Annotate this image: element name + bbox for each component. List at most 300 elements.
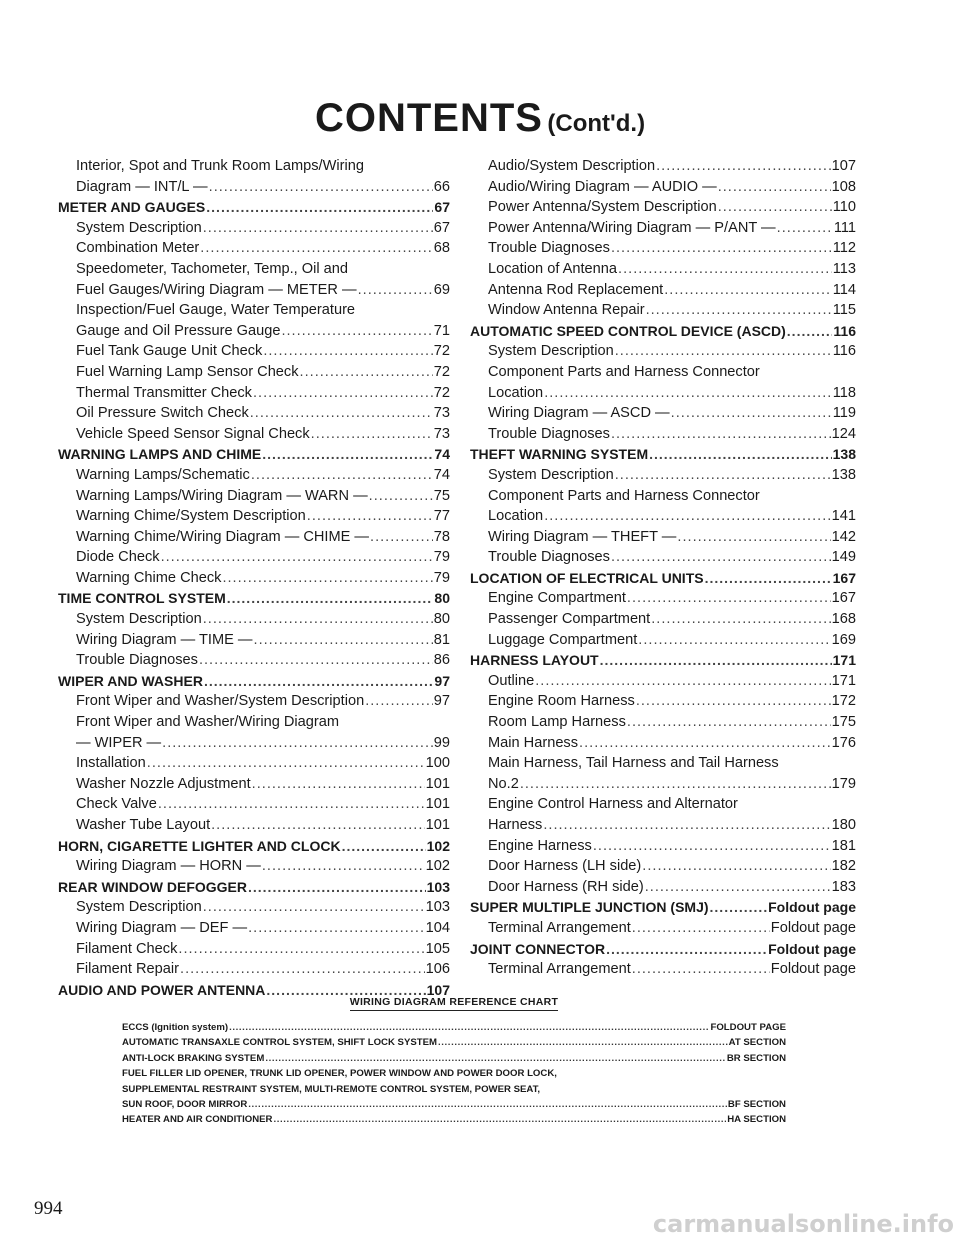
toc-page-ref: 167: [831, 590, 856, 607]
toc-page-ref: 69: [433, 281, 450, 298]
toc-page-ref: 114: [832, 281, 856, 298]
dot-leader: [636, 691, 831, 712]
toc-page-ref: Foldout page: [770, 919, 856, 936]
toc-section-heading: [58, 197, 450, 218]
toc-entry: [58, 691, 450, 712]
watermark: carmanualsonline.info: [652, 1210, 954, 1238]
toc-entry-row: [488, 177, 856, 198]
dot-leader: [645, 877, 831, 898]
toc-entry-row: [76, 218, 450, 239]
toc-page-ref: 79: [433, 549, 450, 566]
reference-chart-row: [122, 1112, 786, 1127]
toc-entry-row: [58, 197, 450, 218]
toc-page-ref: 102: [426, 837, 450, 854]
toc-entry-row: [122, 1020, 786, 1035]
toc-entry-title: HARNESS LAYOUT: [470, 652, 599, 669]
toc-entry-row: [488, 712, 856, 733]
toc-entry-title-line: Interior, Spot and Trunk Room Lamps/Wiring: [76, 158, 364, 174]
toc-page-ref: 78: [433, 528, 450, 545]
toc-entry-title: Gauge and Oil Pressure Gauge: [76, 322, 281, 339]
toc-entry-row: [470, 897, 856, 918]
toc-entry: [58, 218, 450, 239]
toc-page-ref: 72: [433, 384, 450, 401]
toc-entry: [470, 753, 856, 794]
toc-page-ref: 101: [425, 775, 450, 792]
toc-entry-row: [488, 424, 856, 445]
dot-leader: [300, 362, 433, 383]
dot-leader: [618, 259, 832, 280]
toc-entry-title: Trouble Diagnoses: [488, 549, 610, 566]
toc-entry: [58, 815, 450, 836]
toc-entry: [470, 259, 856, 280]
toc-entry: [58, 650, 450, 671]
toc-entry-row: [470, 321, 856, 342]
dot-leader: [342, 836, 426, 857]
toc-page-ref: 119: [832, 405, 856, 422]
toc-entry-row: [76, 774, 450, 795]
dot-leader: [209, 177, 433, 198]
toc-entry-title: System Description: [76, 219, 202, 236]
toc-entry: [470, 794, 856, 835]
dot-leader: [281, 321, 432, 342]
toc-entry: [470, 588, 856, 609]
toc-section-heading: [58, 671, 450, 692]
toc-entry-title: No.2: [488, 775, 519, 792]
toc-page-ref: 124: [831, 425, 856, 442]
toc-entry-title: Vehicle Speed Sensor Signal Check: [76, 425, 310, 442]
toc-entry-title: Filament Check: [76, 940, 178, 957]
toc-page-ref: 74: [433, 466, 450, 483]
toc-entry-title: SUPER MULTIPLE JUNCTION (SMJ): [470, 899, 709, 916]
contents-subtitle: (Cont'd.): [547, 110, 646, 137]
toc-page-ref: Foldout page: [768, 899, 856, 916]
toc-entry-row: [488, 774, 856, 795]
dot-leader: [656, 156, 831, 177]
toc-entry: [58, 424, 450, 445]
toc-page-ref: 107: [831, 158, 856, 174]
toc-entry-title: Trouble Diagnoses: [488, 240, 610, 257]
dot-leader: [178, 939, 424, 960]
dot-leader: [606, 939, 767, 960]
dot-leader: [593, 836, 831, 857]
toc-entry-title: Window Antenna Repair: [488, 302, 645, 319]
toc-page-ref: 67: [434, 199, 450, 216]
toc-page-ref: 180: [831, 817, 856, 833]
toc-page-ref: 169: [831, 631, 856, 648]
toc-entry: [58, 609, 450, 630]
dot-leader: [627, 588, 831, 609]
toc-entry-row: [76, 918, 450, 939]
reference-chart-row: [122, 1020, 786, 1035]
toc-entry-row: [76, 280, 450, 301]
toc-page-ref: 110: [832, 199, 856, 216]
dot-leader: [543, 815, 830, 836]
dot-leader: [664, 280, 831, 301]
toc-entry-row: [76, 486, 450, 507]
toc-entry-title: METER AND GAUGES: [58, 199, 206, 216]
toc-page-ref: 72: [433, 363, 450, 380]
toc-entry-title: TIME CONTROL SYSTEM: [58, 590, 226, 607]
toc-entry-row: [76, 794, 450, 815]
toc-page-ref: 67: [433, 219, 450, 236]
toc-page-ref: 66: [433, 178, 450, 195]
toc-entry: [470, 856, 856, 877]
toc-entry-title: Front Wiper and Washer/System Description: [76, 693, 365, 710]
toc-entry-row: [76, 733, 450, 754]
toc-entry-title: Warning Lamps/Schematic: [76, 466, 250, 483]
toc-page-ref: BF SECTION: [727, 1099, 786, 1111]
dot-leader: [611, 238, 832, 259]
toc-entry: [58, 465, 450, 486]
toc-entry-title: Diode Check: [76, 549, 160, 566]
toc-entry-title: JOINT CONNECTOR: [470, 940, 606, 957]
toc-entry-title: Room Lamp Harness: [488, 714, 626, 731]
toc-entry-title: Door Harness (RH side): [488, 878, 644, 895]
toc-entry: [470, 424, 856, 445]
toc-entry: [470, 671, 856, 692]
dot-leader: [161, 547, 433, 568]
dot-leader: [718, 197, 832, 218]
toc-entry-title: Fuel Warning Lamp Sensor Check: [76, 363, 299, 380]
toc-page-ref: 108: [831, 178, 856, 195]
toc-page-ref: BR SECTION: [726, 1052, 786, 1064]
toc-entry: [470, 465, 856, 486]
toc-entry: [470, 691, 856, 712]
toc-entry-title: Main Harness: [488, 734, 579, 751]
dot-leader: [535, 671, 830, 692]
toc-entry-title: System Description: [76, 611, 202, 628]
toc-entry-title: Filament Repair: [76, 961, 180, 978]
dot-leader: [251, 465, 433, 486]
dot-leader: [370, 527, 433, 548]
toc-entry-row: [58, 671, 450, 692]
toc-entry-row: [122, 1097, 786, 1112]
toc-entry-row: [76, 959, 450, 980]
toc-entry-title: Luggage Compartment: [488, 631, 638, 648]
dot-leader: [147, 753, 425, 774]
toc-entry: [470, 238, 856, 259]
toc-entry: [58, 568, 450, 589]
dot-leader: [369, 486, 433, 507]
reference-chart-row: [122, 1035, 786, 1050]
toc-page-ref: 80: [433, 611, 450, 628]
toc-entry: [470, 918, 856, 939]
toc-page-ref: 104: [425, 919, 450, 936]
toc-entry: [58, 238, 450, 259]
toc-page-ref: 183: [831, 878, 856, 895]
toc-section-heading: [470, 897, 856, 918]
toc-entry-row: [488, 959, 856, 980]
toc-entry-row: [76, 506, 450, 527]
toc-section-heading: [58, 877, 450, 898]
toc-page-ref: 115: [832, 302, 856, 319]
toc-entry-row: [76, 238, 450, 259]
dot-leader: [311, 424, 433, 445]
toc-entry-title: Combination Meter: [76, 240, 200, 257]
toc-entry-title: Audio/Wiring Diagram — AUDIO —: [488, 178, 717, 195]
toc-entry: [58, 527, 450, 548]
toc-page-ref: Foldout page: [770, 961, 856, 978]
toc-entry-row: [488, 691, 856, 712]
dot-leader: [203, 897, 425, 918]
toc-page-ref: 81: [433, 631, 450, 648]
toc-entry-row: [488, 383, 856, 404]
toc-entry-title: Location: [488, 508, 544, 525]
toc-entry: [470, 197, 856, 218]
toc-entry-title: Diagram — INT/L —: [76, 178, 208, 195]
dot-leader: [705, 568, 832, 589]
toc-entry: [58, 712, 450, 753]
dot-leader: [632, 959, 770, 980]
dot-leader: [632, 918, 770, 939]
toc-entry-title-line: Main Harness, Tail Harness and Tail Harness: [488, 755, 779, 772]
dot-leader: [206, 197, 433, 218]
toc-page-ref: 75: [433, 487, 450, 504]
toc-entry: [58, 259, 450, 300]
toc-entry-row: [488, 238, 856, 259]
toc-page-ref: 149: [831, 549, 856, 566]
toc-entry: [58, 547, 450, 568]
dot-leader: [671, 403, 832, 424]
toc-entry-title: Power Antenna/System Description: [488, 199, 717, 216]
toc-entry-row: [76, 403, 450, 424]
dot-leader: [611, 424, 831, 445]
toc-entry-title: Warning Chime/System Description: [76, 508, 306, 525]
dot-leader: [718, 177, 831, 198]
toc-entry-title: WARNING LAMPS AND CHIME: [58, 446, 262, 463]
toc-page-ref: 77: [433, 508, 450, 525]
toc-entry: [470, 547, 856, 568]
toc-entry-row: [76, 609, 450, 630]
toc-entry: [58, 939, 450, 960]
toc-entry: [58, 362, 450, 383]
toc-section-heading: [470, 568, 856, 589]
toc-entry: [58, 959, 450, 980]
dot-leader: [211, 815, 425, 836]
toc-entry: [58, 156, 450, 197]
toc-entry: [58, 383, 450, 404]
toc-entry-title: Engine Compartment: [488, 590, 626, 607]
toc-entry: [470, 836, 856, 857]
toc-entry-row: [488, 341, 856, 362]
toc-page-ref: 99: [433, 734, 450, 751]
toc-entry-row: [76, 568, 450, 589]
toc-entry-row: [58, 444, 450, 465]
toc-entry-row: [122, 1035, 786, 1050]
toc-page-ref: 72: [433, 343, 450, 360]
toc-entry-title: Terminal Arrangement: [488, 919, 631, 936]
toc-entry-title: HEATER AND AIR CONDITIONER: [122, 1114, 273, 1126]
toc-entry-title: Door Harness (LH side): [488, 858, 642, 875]
toc-entry-title: Washer Nozzle Adjustment: [76, 775, 251, 792]
dot-leader: [263, 341, 432, 362]
toc-entry-title: Wiring Diagram — TIME —: [76, 631, 253, 648]
toc-page-ref: 175: [831, 714, 856, 731]
toc-entry: [470, 280, 856, 301]
toc-entry-title: WIPER AND WASHER: [58, 672, 203, 689]
toc-entry-title: Engine Harness: [488, 837, 592, 854]
toc-page-ref: 179: [831, 775, 856, 792]
toc-entry-row: [470, 568, 856, 589]
toc-entry-row: [488, 506, 856, 527]
toc-page-ref: HA SECTION: [727, 1114, 786, 1126]
toc-entry-title: Terminal Arrangement: [488, 961, 631, 978]
toc-entry-row: [58, 836, 450, 857]
toc-page-ref: 107: [426, 981, 450, 998]
dot-leader: [248, 918, 425, 939]
dot-leader: [273, 1112, 726, 1127]
dot-leader: [438, 1035, 728, 1050]
toc-page-ref: 167: [832, 569, 856, 586]
toc-page-ref: 100: [425, 755, 450, 772]
toc-section-heading: [470, 939, 856, 960]
toc-entry: [470, 630, 856, 651]
toc-page-ref: 73: [433, 425, 450, 442]
toc-entry-title-line: Front Wiper and Washer/Wiring Diagram: [76, 714, 340, 731]
dot-leader: [158, 794, 425, 815]
toc-entry-title: ECCS (Ignition system): [122, 1022, 229, 1033]
toc-entry: [58, 753, 450, 774]
toc-page-ref: 105: [425, 940, 450, 957]
toc-entry-row: [122, 1112, 786, 1127]
toc-entry-row: [76, 527, 450, 548]
dot-leader: [787, 321, 833, 342]
toc-entry: [470, 527, 856, 548]
toc-entry-row: [488, 280, 856, 301]
toc-page-ref: 101: [425, 796, 450, 813]
toc-entry-title: Fuel Tank Gauge Unit Check: [76, 343, 263, 360]
toc-entry: [470, 403, 856, 424]
toc-entry-title: — WIPER —: [76, 734, 162, 751]
toc-entry: [58, 403, 450, 424]
toc-entry-title: Warning Lamps/Wiring Diagram — WARN —: [76, 487, 368, 504]
toc-entry-title: System Description: [488, 466, 614, 483]
toc-entry-row: [488, 609, 856, 630]
toc-entry-row: [488, 197, 856, 218]
toc-entry-title-line: Engine Control Harness and Alternator: [488, 796, 738, 813]
toc-left-column: [58, 156, 450, 1000]
dot-leader: [627, 712, 831, 733]
toc-entry: [470, 218, 856, 239]
dot-leader: [252, 774, 425, 795]
dot-leader: [204, 671, 433, 692]
dot-leader: [615, 341, 832, 362]
toc-page-ref: 86: [433, 652, 450, 669]
dot-leader: [615, 465, 831, 486]
dot-leader: [307, 506, 433, 527]
dot-leader: [544, 506, 830, 527]
toc-entry: [470, 341, 856, 362]
toc-entry-row: [488, 856, 856, 877]
toc-entry-title: System Description: [76, 899, 202, 916]
toc-entry-row: [76, 630, 450, 651]
toc-entry-row: [470, 939, 856, 960]
page-title: [0, 96, 960, 141]
reference-chart-title: WIRING DIAGRAM REFERENCE CHART: [122, 996, 786, 1008]
toc-page-ref: 73: [433, 405, 450, 422]
toc-entry-row: [488, 527, 856, 548]
toc-entry: [470, 177, 856, 198]
toc-entry-title: Warning Chime Check: [76, 569, 222, 586]
toc-page-ref: 172: [831, 693, 856, 710]
toc-entry-row: [488, 156, 856, 177]
toc-entry-title-line: FUEL FILLER LID OPENER, TRUNK LID OPENER, POWER WINDOW AND POWER DOOR LOCK,: [122, 1068, 557, 1080]
toc-entry-row: [488, 465, 856, 486]
toc-entry: [58, 506, 450, 527]
toc-section-heading: [58, 836, 450, 857]
toc-page-ref: 102: [425, 858, 450, 875]
toc-entry-row: [488, 815, 856, 836]
toc-page-ref: 79: [433, 569, 450, 586]
dot-leader: [250, 403, 433, 424]
toc-entry-row: [58, 588, 450, 609]
toc-entry-row: [488, 836, 856, 857]
dot-leader: [227, 588, 434, 609]
toc-page-ref: 68: [433, 240, 450, 257]
dot-leader: [649, 444, 832, 465]
toc-entry: [58, 300, 450, 341]
toc-entry-title: REAR WINDOW DEFOGGER: [58, 878, 247, 895]
toc-page-ref: 142: [831, 528, 856, 545]
toc-page-ref: Foldout page: [768, 940, 856, 957]
toc-section-heading: [470, 321, 856, 342]
toc-entry-row: [470, 650, 856, 671]
toc-entry-row: [76, 897, 450, 918]
toc-entry: [470, 362, 856, 403]
dot-leader: [254, 630, 433, 651]
toc-entry-title: Outline: [488, 672, 535, 689]
toc-entry-row: [58, 877, 450, 898]
toc-entry-title: Engine Room Harness: [488, 693, 635, 710]
toc-page-ref: 111: [833, 219, 856, 236]
dot-leader: [777, 218, 833, 239]
toc-entry-title: Location: [488, 384, 544, 401]
toc-entry-row: [76, 465, 450, 486]
toc-entry-title: Passenger Compartment: [488, 611, 651, 628]
toc-entry: [470, 156, 856, 177]
toc-entry-row: [488, 877, 856, 898]
toc-page-ref: 138: [831, 466, 856, 483]
toc-page-ref: 118: [832, 384, 856, 401]
toc-entry: [470, 877, 856, 898]
dot-leader: [199, 650, 433, 671]
dot-leader: [600, 650, 832, 671]
toc-entry-title: LOCATION OF ELECTRICAL UNITS: [470, 569, 704, 586]
toc-entry-row: [76, 939, 450, 960]
dot-leader: [579, 733, 831, 754]
toc-entry-title: Trouble Diagnoses: [76, 652, 198, 669]
dot-leader: [365, 691, 433, 712]
toc-entry-title: HORN, CIGARETTE LIGHTER AND CLOCK: [58, 837, 341, 854]
toc-entry-title: Wiring Diagram — HORN —: [76, 858, 261, 875]
toc-entry-row: [122, 1051, 786, 1066]
dot-leader: [229, 1020, 709, 1035]
toc-entry-row: [76, 321, 450, 342]
toc-entry-row: [76, 177, 450, 198]
toc-entry-row: [488, 403, 856, 424]
contents-heading: CONTENTS: [314, 96, 543, 140]
toc-page-ref: 182: [831, 858, 856, 875]
toc-page-ref: 101: [425, 817, 450, 833]
toc-entry-title: Location of Antenna: [488, 260, 618, 277]
toc-page-ref: 103: [425, 899, 450, 916]
toc-entry-title: Wiring Diagram — ASCD —: [488, 405, 670, 422]
toc-entry-row: [470, 444, 856, 465]
toc-page-ref: AT SECTION: [728, 1037, 786, 1049]
toc-entry-row: [76, 383, 450, 404]
toc-entry-row: [76, 650, 450, 671]
toc-entry-row: [76, 753, 450, 774]
